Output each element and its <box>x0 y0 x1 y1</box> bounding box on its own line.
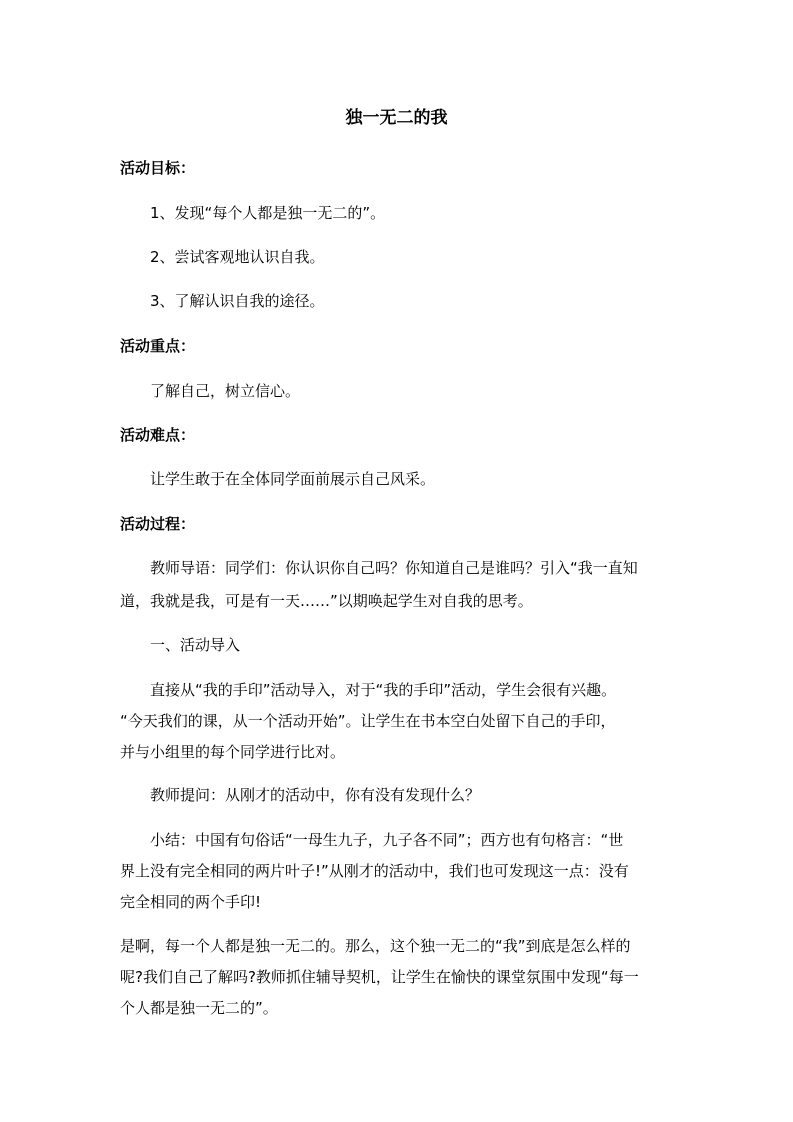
closing-line-2: 呢?我们自己了解吗?教师抓住辅导契机，让学生在愉快的课堂氛围中发现“每一 <box>120 968 639 986</box>
key-text: 了解自己，树立信心。 <box>150 382 301 400</box>
goals-heading: 活动目标： <box>120 159 196 177</box>
closing-line-1: 是啊，每一个人都是独一无二的。那么，这个独一无二的“我”到底是怎么样的 <box>120 937 631 955</box>
teacher-question: 教师提问：从刚才的活动中，你有没有发现什么？ <box>150 786 481 804</box>
section1-para-line-2: “今天我们的课，从一个活动开始”。让学生在书本空白处留下自己的手印， <box>120 712 616 730</box>
difficulty-heading: 活动难点： <box>120 426 196 444</box>
difficulty-text: 让学生敢于在全体同学面前展示自己风采。 <box>150 470 436 488</box>
section1-heading: 一、活动导入 <box>150 636 241 654</box>
process-heading: 活动过程： <box>120 515 196 533</box>
key-heading: 活动重点： <box>120 337 196 355</box>
document-title: 独一无二的我 <box>345 108 448 128</box>
section1-para-line-3: 并与小组里的每个同学进行比对。 <box>120 743 346 761</box>
goal-item-1: 1、发现“每个人都是独一无二的”。 <box>150 204 386 222</box>
summary-line-2: 界上没有完全相同的两片叶子!”从刚才的活动中，我们也可发现这一点：没有 <box>120 862 629 880</box>
goal-item-2: 2、尝试客观地认识自我。 <box>150 248 325 266</box>
section1-para-line-1: 直接从“我的手印”活动导入，对于“我的手印”活动，学生会很有兴趣。 <box>150 681 617 699</box>
summary-line-3: 完全相同的两个手印! <box>120 893 262 911</box>
closing-line-3: 个人都是独一无二的”。 <box>120 999 278 1017</box>
goal-item-3: 3、了解认识自我的途径。 <box>150 292 325 310</box>
summary-line-1: 小结：中国有句俗话“一母生九子，九子各不同”；西方也有句格言：“世 <box>150 831 624 849</box>
process-intro-line-1: 教师导语：同学们：你认识你自己吗？你知道自己是谁吗？引入“我一直知 <box>150 559 638 577</box>
process-intro-line-2: 道，我就是我，可是有一天……”以期唤起学生对自我的思考。 <box>120 592 533 610</box>
